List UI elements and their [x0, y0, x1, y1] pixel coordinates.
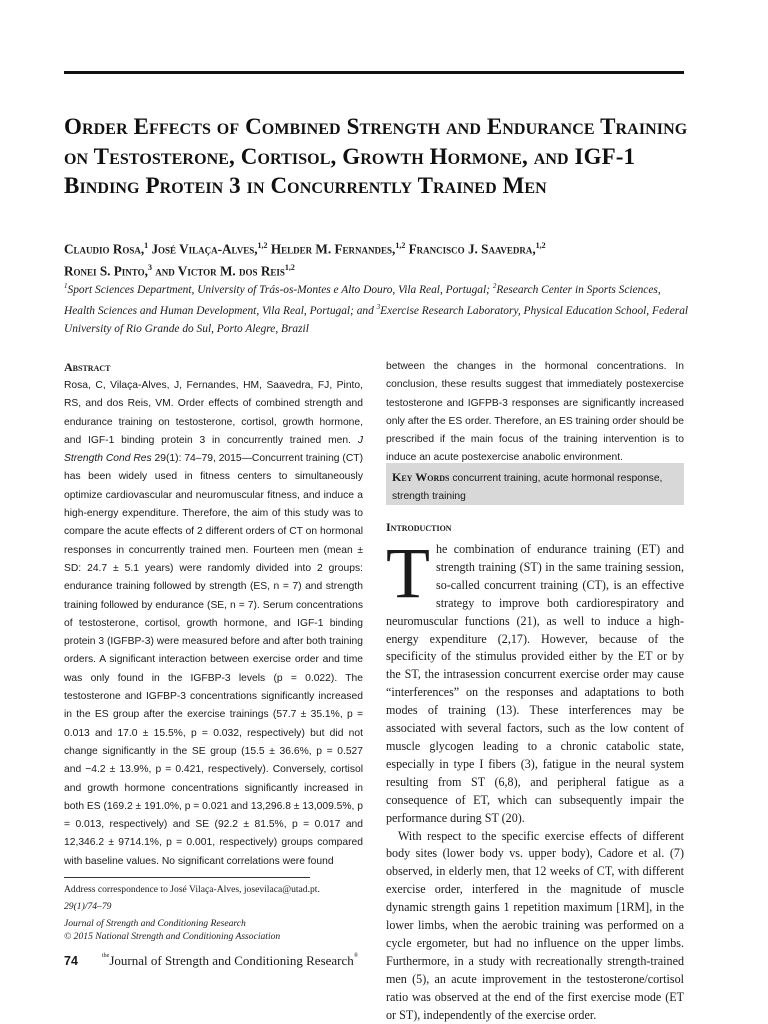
article-title: Order Effects of Combined Strength and Endurance Training on Testosterone, Cortisol, Growth Hormone, and IGF-1 Binding Protein 3 in Concurrently Trained Men: [64, 114, 688, 198]
author-name: and Victor M. dos Reis: [155, 263, 285, 279]
author-affil-mark: 1: [144, 241, 149, 250]
journal-info: Journal of Strength and Conditioning Research: [64, 918, 246, 930]
author-affil-mark: 1,2: [284, 263, 295, 273]
abstract-citation-journal: J Strength Cond Res: [64, 434, 363, 465]
affiliation-3: Exercise Research Laboratory, Physical Education School, Federal University of Rio Grande do Sul, Porto Alegre, Brazil: [64, 305, 689, 335]
introduction-paragraph-1: [386, 533, 684, 828]
running-journal-name: [102, 953, 358, 969]
author-affil-mark: 1,2: [257, 241, 268, 250]
page-number: 74: [64, 954, 78, 968]
author-name: Francisco J. Saavedra,: [408, 241, 536, 257]
author-name: José Vilaça-Alves,: [151, 241, 258, 257]
issue-info: 29(1)/74–79: [64, 900, 112, 912]
registered-mark: ®: [353, 953, 359, 959]
author-list: [64, 236, 704, 281]
affiliation-1: Sport Sciences Department, University of Trás-os-Montes e Alto Douro, Vila Real, Portugal;: [67, 283, 490, 296]
footnote: [64, 882, 363, 943]
introduction-paragraph-1-text: he combination of endurance training (ET) and strength training (ST) in the same training session, so-called concurrent training (CT), is an effective strategy to improve both cardiorespiratory and neuromuscular functions (21), as well to induce a high-energy expenditure (2,17). However, because of the specificity of the stimulus provided either by the ET or by the ST, the intrasession concurrent exercise order may cause “interferences” on the responses and adaptations to both modes of training (13). These interferences may be associated with several factors, such as the low content of muscle glycogen leading to a chronic catabolic state, especially in type I fibers (3), fatigue in the neural system resulting from ST (6,8), and peripheral fatigue as a consequence of ET, which can subsequently impair the performance during ST (20).: [386, 542, 684, 825]
journal-the: the: [102, 953, 110, 959]
author-name: Ronei S. Pinto,: [64, 263, 148, 279]
drop-cap: T: [386, 533, 430, 613]
affil-mark: 3: [376, 303, 381, 312]
abstract-section: [64, 358, 363, 871]
author-line-1: [64, 236, 704, 258]
key-words-text: concurrent training, acute hormonal response, strength training: [392, 473, 663, 502]
abstract-citation-rest: 29(1): 74–79, 2015—: [154, 453, 252, 465]
top-rule: [64, 71, 684, 74]
footnote-rule: [64, 877, 310, 878]
affil-mark: 2: [492, 282, 497, 290]
abstract-body: [64, 377, 363, 871]
abstract-continuation: [386, 358, 684, 468]
affil-mark: 1: [64, 282, 68, 290]
author-name: Claudio Rosa,: [64, 241, 145, 257]
author-name: Helder M. Fernandes,: [270, 241, 396, 257]
correspondence: Address correspondence to José Vilaça-Alves, josevilaca@utad.pt.: [64, 884, 320, 895]
key-words-label: Key Words: [392, 470, 450, 484]
author-affil-mark: 1,2: [535, 241, 546, 250]
journal-name-text: Journal of Strength and Conditioning Research: [109, 953, 354, 968]
abstract-heading: Abstract: [64, 360, 111, 374]
introduction-body: [386, 533, 684, 1024]
abstract-paragraph-2: between the changes in the hormonal concentrations. In conclusion, these results suggest that immediately postexercise testosterone and IGFPB-3 responses are significantly increased only after the ES order. Therefore, an ES training order should be prescribed if the main focus of the training intervention is to induce an acute postexercise anabolic environment.: [386, 361, 684, 464]
copyright: © 2015 National Strength and Conditioning Association: [64, 931, 281, 943]
abstract-paragraph-1: Concurrent training (CT) has been widely used in fitness centers to simultaneously optimize cardiovascular and neuromuscular fitness, and induce a high-energy expenditure. Therefore, the aim of this study was to compare the acute effects of 2 different orders of CT on hormonal responses in concurrently trained men. Fourteen men (mean ± SD: 24.7 ± 5.1 years) were randomly divided into 2 groups: endurance training followed by strength (ES, n = 7) and strength training followed by endurance (SE, n = 7). Serum concentrations of testosterone, cortisol, growth hormone, and IGF-1 binding protein 3 (IGFBP-3) were measured before and after both training orders. A significant interaction between exercise order and time was only found in the IGFBP-3 levels (p = 0.022). The testosterone and IGFBP-3 concentrations significantly increased in the ES group after the exercise trainings (57.7 ± 35.1%, p = 0.013 and 17.0 ± 15.5%, p = 0.032, respectively) but did not change significantly in the SE group (15.5 ± 36.6%, p = 0.527 and −4.2 ± 13.9%, p = 0.421, respectively). Conversely, cortisol and growth hormone concentrations significantly increased in both ES (169.2 ± 191.0%, p = 0.021 and 13,296.8 ± 13,009.5%, p = 0.013, respectively) and SE (92.2 ± 81.5%, p = 0.017 and 12,346.2 ± 9714.1%, p = 0.001, respectively) groups compared with baseline values. No significant correlations were found: [64, 453, 363, 867]
affiliation-2: Research Center in Sports Sciences, Health Sciences and Human Development, Vila Real, Portugal; and: [64, 283, 661, 318]
author-affil-mark: 3: [147, 263, 152, 273]
author-affil-mark: 1,2: [395, 241, 406, 250]
abstract-citation-authors: Rosa, C, Vilaça-Alves, J, Fernandes, HM, Saavedra, FJ, Pinto, RS, and dos Reis, VM. Order effects of combined strength and endurance training on testosterone, cortisol, growth hormone, and IGF-1 binding protein 3 in concurrently trained men.: [64, 380, 363, 446]
introduction-heading: Introduction: [386, 520, 452, 534]
introduction-paragraph-2: With respect to the specific exercise effects of different body sites (lower body vs. upper body), Cadore et al. (7) observed, in elderly men, that 12 weeks of CT, with different exercise order, interfered in the magnitude of muscle dynamic strength gains 1 repetition maximum [1RM], in the lower limbs, when the aerobic training was performed on a cycle ergometer, but had no influence on the upper limbs. Furthermore, in a study with recreationally strength-trained men (5), an acute improvement in the testosterone/cortisol ratio was observed at the end of the first exercise mode (ET or ST), independently of the exercise order.: [386, 828, 684, 1022]
affiliations: [64, 278, 692, 338]
key-words: [392, 468, 680, 506]
